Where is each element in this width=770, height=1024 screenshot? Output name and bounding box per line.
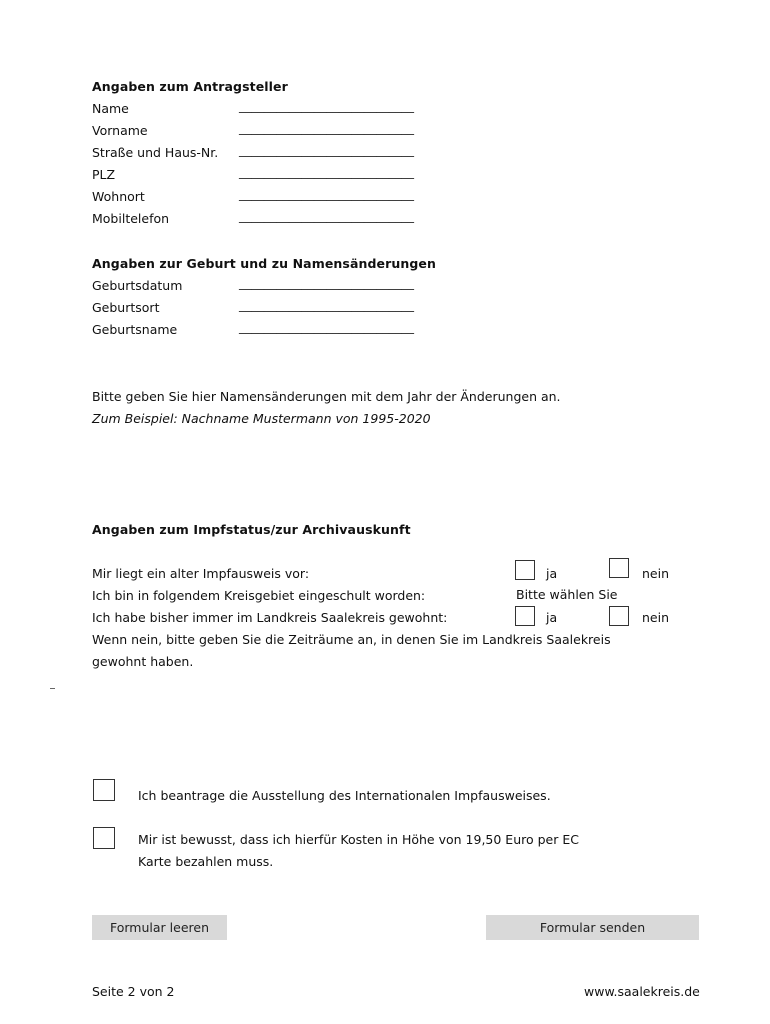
street-field[interactable]: ____________________________ [239, 142, 414, 157]
old-vaccination-card-question: Mir liegt ein alter Impfausweis vor: [92, 566, 310, 581]
always-lived-yes-label: ja [546, 610, 558, 625]
wohnort-field[interactable]: ____________________________ [239, 186, 414, 201]
request-certificate-checkbox[interactable] [93, 779, 115, 801]
street-label: Straße und Haus-Nr. [92, 145, 219, 160]
cost-acknowledge-checkbox[interactable] [93, 827, 115, 849]
old-card-yes-checkbox[interactable] [515, 560, 535, 580]
website-link[interactable]: www.saalekreis.de [584, 984, 700, 999]
school-district-select[interactable]: Bitte wählen Sie [516, 587, 618, 602]
applicant-heading: Angaben zum Antragsteller [92, 79, 288, 94]
always-lived-question: Ich habe bisher immer im Landkreis Saalekreis gewohnt: [92, 610, 448, 625]
old-card-no-checkbox[interactable] [609, 558, 629, 578]
plz-label: PLZ [92, 167, 116, 182]
old-card-no-label: nein [642, 566, 670, 581]
page-number: Seite 2 von 2 [92, 984, 175, 999]
reset-form-button[interactable]: Formular leeren [92, 915, 227, 940]
birth-heading: Angaben zur Geburt und zu Namensänderungen [92, 256, 437, 271]
wohnort-label: Wohnort [92, 189, 145, 204]
birthdate-label: Geburtsdatum [92, 278, 183, 293]
always-lived-yes-checkbox[interactable] [515, 606, 535, 626]
always-lived-no-checkbox[interactable] [609, 606, 629, 626]
birthname-label: Geburtsname [92, 322, 178, 337]
vaccination-heading: Angaben zum Impfstatus/zur Archivauskunft [92, 522, 411, 537]
birthplace-field[interactable]: ____________________________ [239, 297, 414, 312]
name-change-instruction: Bitte geben Sie hier Namensänderungen mit dem Jahr der Änderungen an. [92, 389, 561, 404]
old-card-yes-label: ja [546, 566, 558, 581]
mobile-field[interactable]: ____________________________ [239, 208, 414, 223]
submit-form-button[interactable]: Formular senden [486, 915, 699, 940]
name-change-example: Zum Beispiel: Nachname Mustermann von 1995-2020 [92, 411, 431, 426]
cost-acknowledge-line1: Mir ist bewusst, dass ich hierfür Kosten in Höhe von 19,50 Euro per EC [138, 832, 579, 847]
periods-instruction-line1: Wenn nein, bitte geben Sie die Zeiträume an, in denen Sie im Landkreis Saalekreis [92, 632, 611, 647]
birthname-field[interactable]: ____________________________ [239, 319, 414, 334]
request-certificate-label: Ich beantrage die Ausstellung des Internationalen Impfausweises. [138, 788, 551, 803]
always-lived-no-label: nein [642, 610, 670, 625]
stray-dash-mark [50, 688, 55, 689]
birthplace-label: Geburtsort [92, 300, 160, 315]
plz-field[interactable]: ____________________________ [239, 164, 414, 179]
school-district-question: Ich bin in folgendem Kreisgebiet eingeschult worden: [92, 588, 426, 603]
name-label: Name [92, 101, 129, 116]
vorname-field[interactable]: ____________________________ [239, 120, 414, 135]
cost-acknowledge-line2: Karte bezahlen muss. [138, 854, 274, 869]
birthdate-field[interactable]: ____________________________ [239, 275, 414, 290]
vorname-label: Vorname [92, 123, 148, 138]
name-field[interactable]: ____________________________ [239, 98, 414, 113]
periods-instruction-line2: gewohnt haben. [92, 654, 194, 669]
mobile-label: Mobiltelefon [92, 211, 170, 226]
